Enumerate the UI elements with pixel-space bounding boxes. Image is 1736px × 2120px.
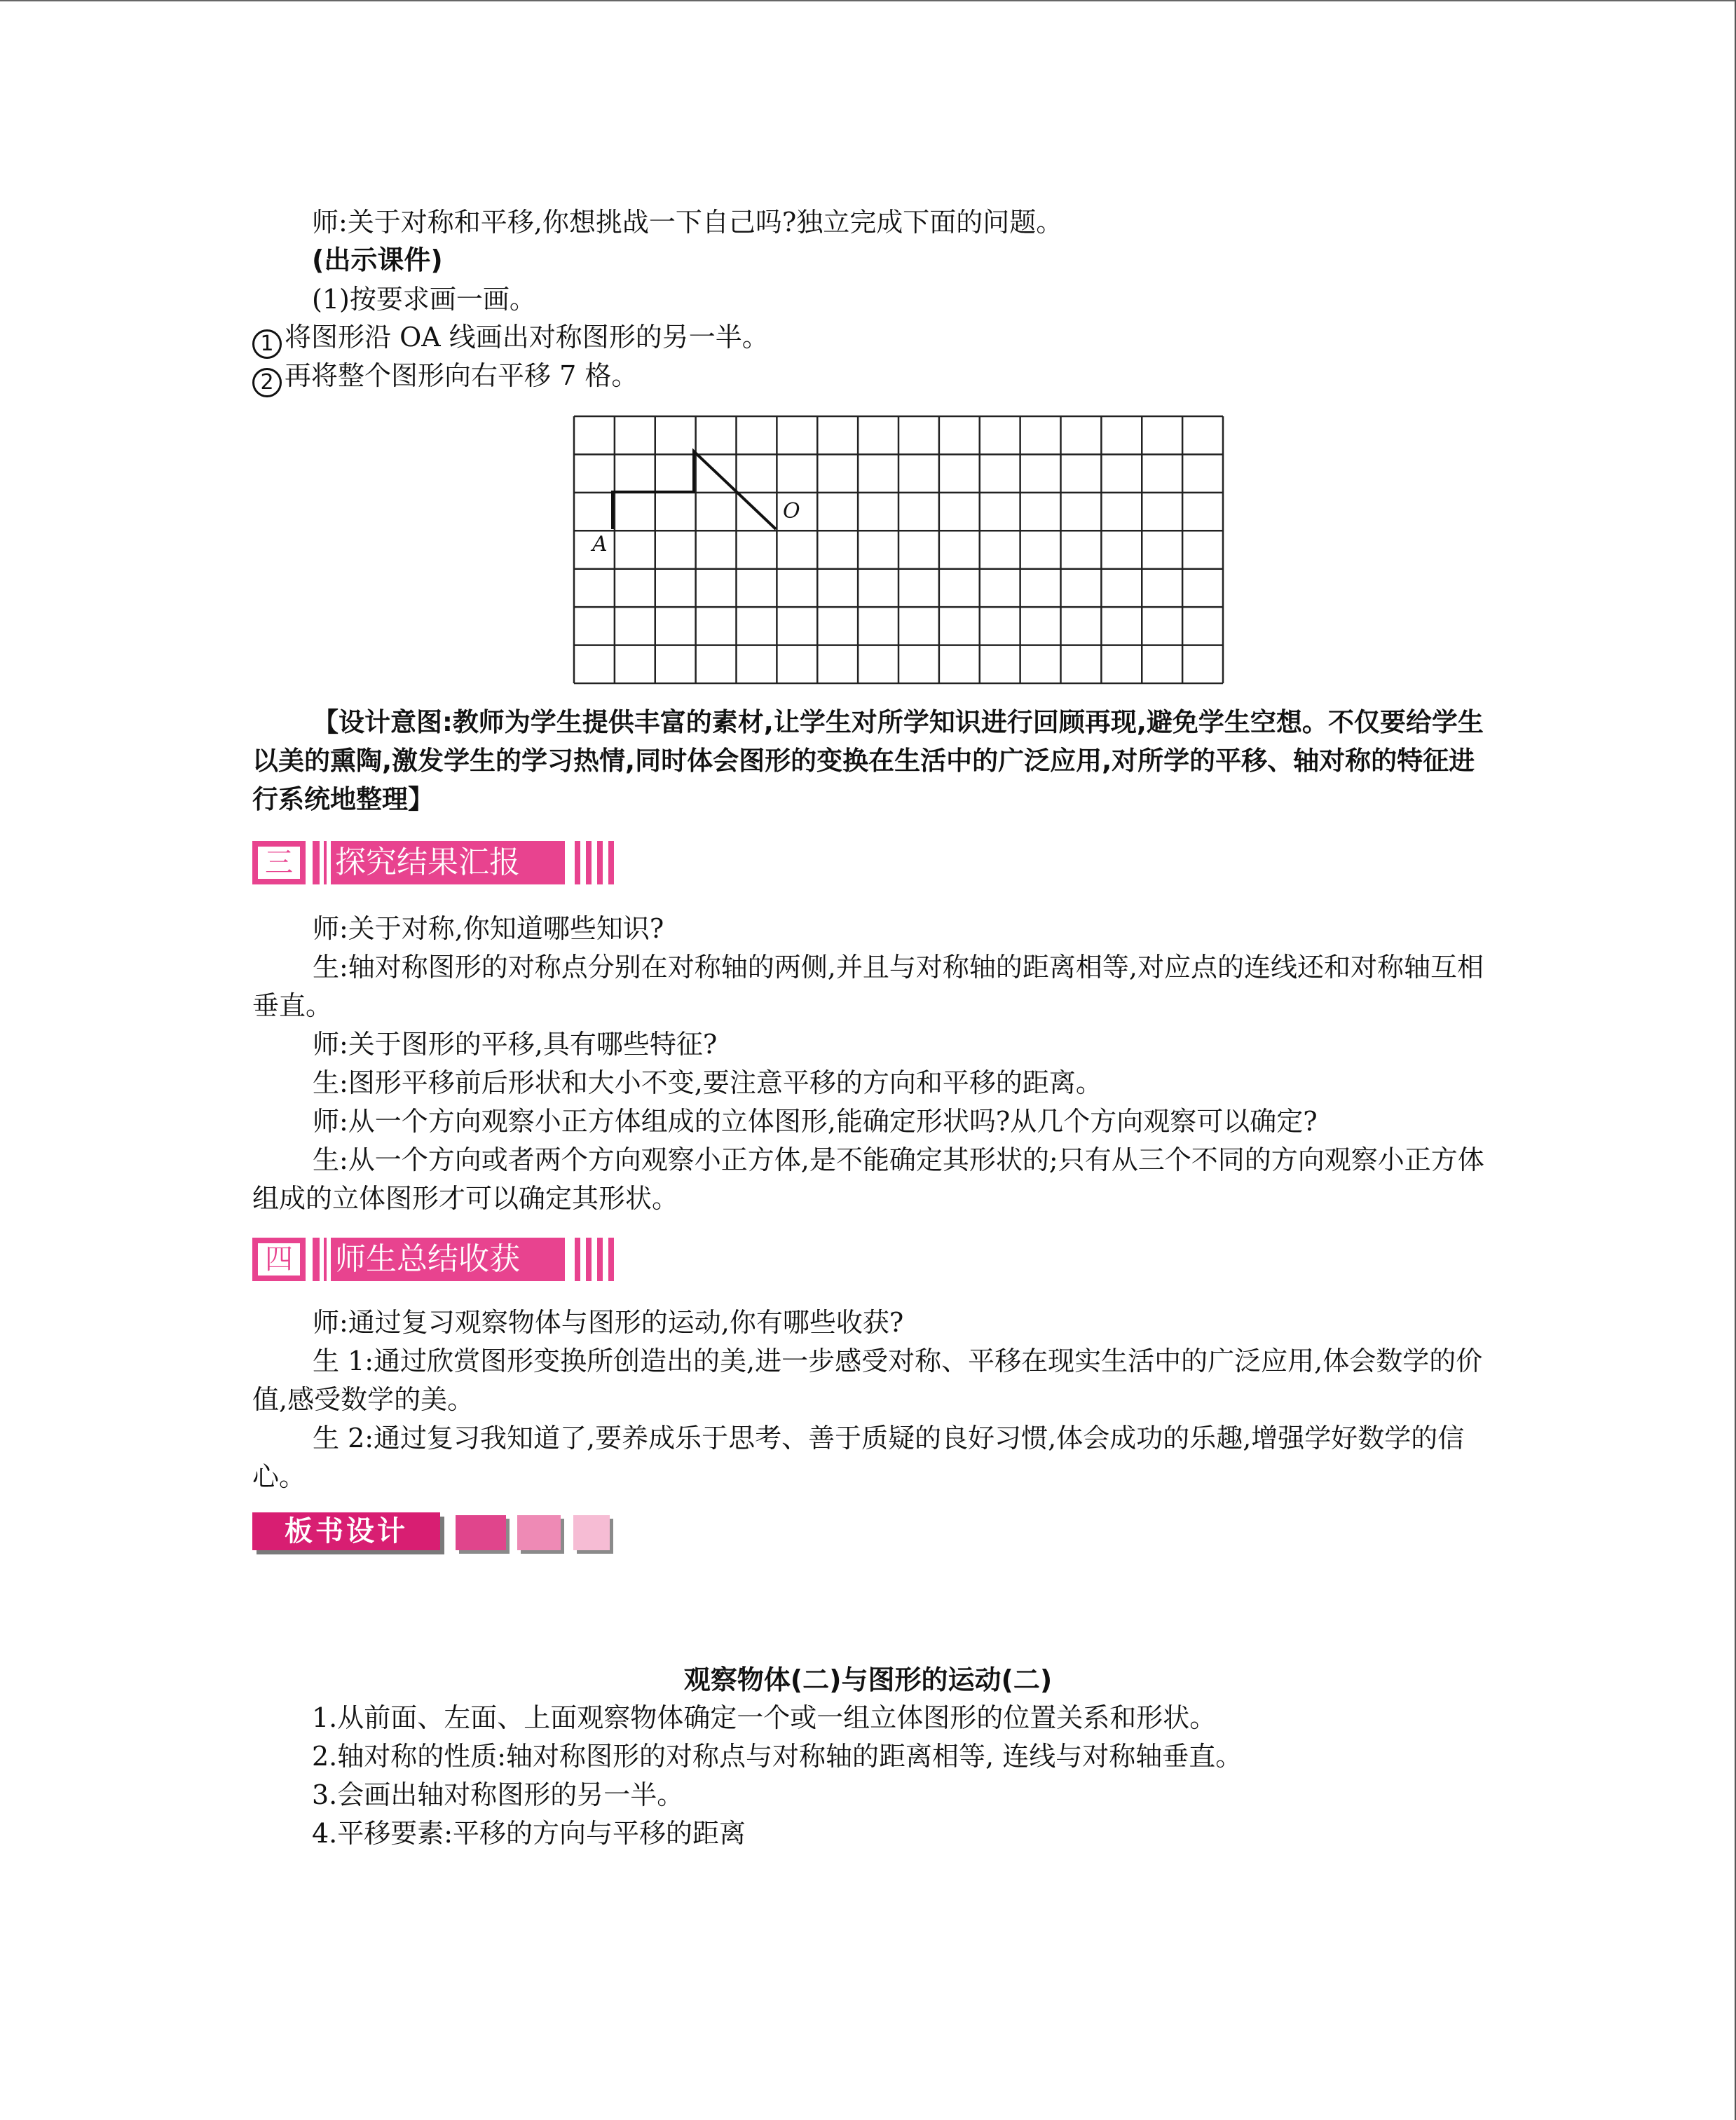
task-item-2 <box>252 362 638 397</box>
board-point-1: 1.从前面、左面、上面观察物体确定一个或一组立体图形的位置关系和形状。 <box>312 1702 1217 1733</box>
bar-divider <box>327 1238 331 1281</box>
intro-line-2: (出示课件) <box>312 245 443 275</box>
stripe <box>575 1238 580 1281</box>
stripe <box>586 841 592 884</box>
dialog-line: 生 2:通过复习我知道了,要养成乐于思考、善于质疑的良好习惯,体会成功的乐趣,增强学好数学的信心。 <box>252 1423 1465 1492</box>
section-3-number-box <box>252 841 306 884</box>
circled-number-1: 1 <box>252 329 282 359</box>
decor-square <box>456 1515 506 1550</box>
section-4-number: 四 <box>258 1243 300 1276</box>
dialog-line: 师:关于图形的平移,具有哪些特征? <box>313 1029 718 1060</box>
bar-divider <box>320 841 324 884</box>
dialog-line: 生:从一个方向或者两个方向观察小正方体,是不能确定其形状的;只有从三个不同的方向观察小正方体组成的立体图形才可以确定其形状。 <box>252 1144 1484 1214</box>
label-o: O <box>783 499 800 524</box>
grid-figure <box>573 415 1224 685</box>
task-item-1-text: 将图形沿 OA 线画出对称图形的另一半。 <box>285 322 769 353</box>
dialog-line: 生:轴对称图形的对称点分别在对称轴的两侧,并且与对称轴的距离相等,对应点的连线还和对称轴互相垂直。 <box>252 952 1484 1021</box>
board-point-4: 4.平移要素:平移的方向与平移的距离 <box>312 1818 746 1849</box>
bar-divider <box>320 1238 324 1281</box>
intro-line-3: (1)按要求画一画。 <box>312 284 536 315</box>
section-4-bar <box>313 1238 565 1281</box>
bar-divider <box>327 841 331 884</box>
design-intent: 【设计意图:教师为学生提供丰富的素材,让学生对所学知识进行回顾再现,避免学生空想。不仅要给学生以美的熏陶,激发学生的学习热情,同时体会图形的变换在生活中的广泛应用,对所学的平移、轴对称的特征进行系统地整理】 <box>252 707 1484 814</box>
dialog-line: 师:关于对称,你知道哪些知识? <box>313 913 664 944</box>
top-rule <box>0 0 1736 1</box>
decor-square <box>573 1515 610 1550</box>
board-point-2: 2.轴对称的性质:轴对称图形的对称点与对称轴的距离相等, 连线与对称轴垂直。 <box>312 1741 1243 1772</box>
circled-number-2: 2 <box>252 368 282 397</box>
board-design-title: 板书设计 <box>252 1512 440 1550</box>
stripe <box>586 1238 592 1281</box>
stripe <box>575 841 580 884</box>
label-a: A <box>592 532 608 556</box>
stripe <box>597 1238 603 1281</box>
dialog-line: 生 1:通过欣赏图形变换所创造出的美,进一步感受对称、平移在现实生活中的广泛应用,体会数学的价值,感受数学的美。 <box>252 1346 1483 1415</box>
stripe <box>597 841 603 884</box>
intro-line-1: 师:关于对称和平移,你想挑战一下自己吗?独立完成下面的问题。 <box>312 207 1063 238</box>
decor-square <box>517 1515 561 1550</box>
stripe <box>608 1238 614 1281</box>
section-4-title: 师生总结收获 <box>335 1241 520 1277</box>
section-4-header <box>252 1238 645 1281</box>
dialog-line: 生:图形平移前后形状和大小不变,要注意平移的方向和平移的距离。 <box>313 1067 1102 1098</box>
stripe <box>608 841 614 884</box>
section-3-title: 探究结果汇报 <box>335 844 520 880</box>
grid-lines <box>574 416 1223 683</box>
dialog-line: 师:从一个方向观察小正方体组成的立体图形,能确定形状吗?从几个方向观察可以确定? <box>313 1106 1318 1137</box>
section-3-header <box>252 841 645 884</box>
section-3-number: 三 <box>258 847 300 879</box>
dialog-line: 师:通过复习观察物体与图形的运动,你有哪些收获? <box>313 1307 904 1338</box>
board-point-3: 3.会画出轴对称图形的另一半。 <box>312 1779 684 1810</box>
section-3-bar <box>313 841 565 884</box>
section-4-number-box <box>252 1238 306 1281</box>
task-item-1 <box>252 324 769 359</box>
figure-shape <box>613 451 776 529</box>
board-title: 观察物体(二)与图形的运动(二) <box>683 1664 1053 1695</box>
task-item-2-text: 再将整个图形向右平移 7 格。 <box>285 360 638 391</box>
